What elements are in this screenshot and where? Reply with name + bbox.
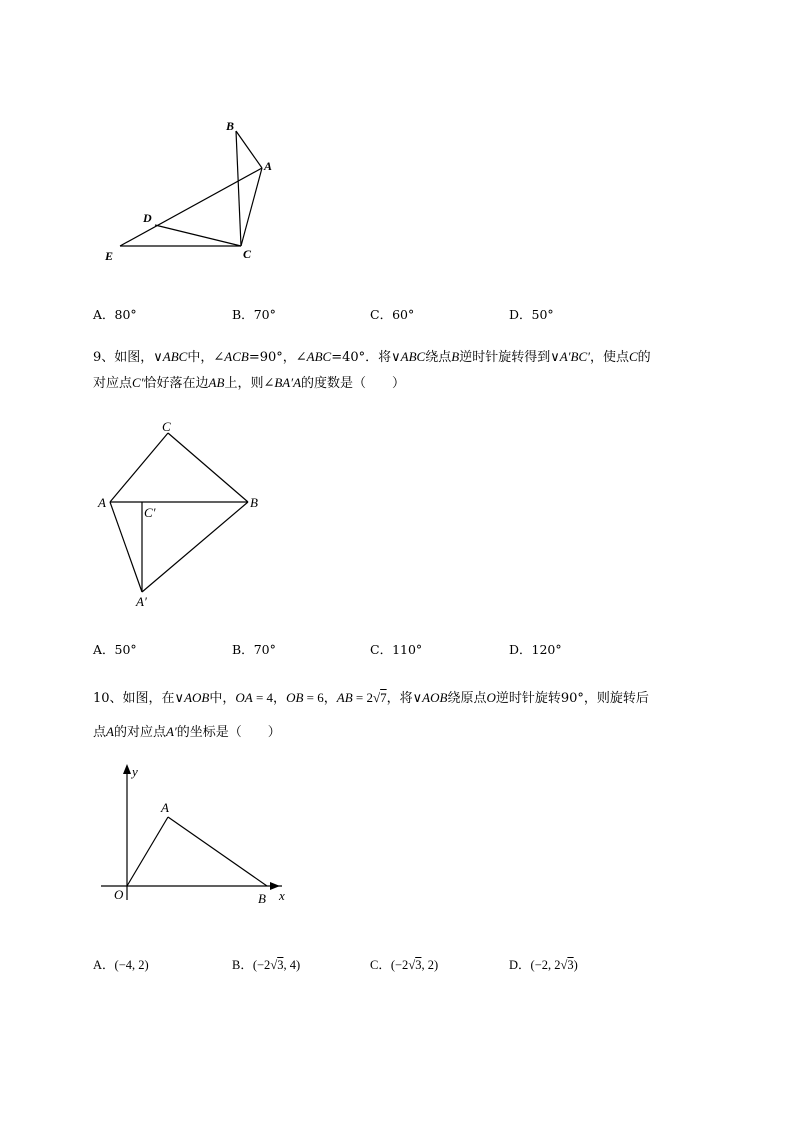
q8-option-d: D．50° bbox=[509, 307, 554, 322]
q9-label-b: B bbox=[250, 495, 258, 510]
q9-label-c: C bbox=[162, 419, 171, 434]
q8-label-b: B bbox=[226, 119, 235, 133]
q9-segment-ac bbox=[110, 433, 168, 502]
q10-label-b: B bbox=[258, 891, 266, 906]
q9-label-ap: A′ bbox=[136, 594, 147, 609]
q8-option-b: B．70° bbox=[232, 307, 276, 322]
sqrt-sign-icon: √ bbox=[408, 958, 416, 972]
q10-figure bbox=[95, 760, 295, 910]
q8-segment-bc bbox=[236, 131, 241, 246]
q10-label-o: O bbox=[114, 887, 124, 902]
q8-label-c: C bbox=[243, 247, 252, 261]
q9-option-c: C．110° bbox=[370, 642, 423, 657]
q10-label-x: x bbox=[279, 888, 285, 903]
q10-y-arrow-icon bbox=[123, 764, 131, 774]
q9-question-line2: 对应点C′恰好落在边AB上，则∠BA′A的度数是（ ） bbox=[93, 375, 406, 391]
q9-figure bbox=[95, 415, 270, 610]
sqrt-sign-icon: √ bbox=[270, 958, 278, 972]
q10-question-line1: 10、如图，在∨AOB中，OA = 4，OB = 6，AB = 2√7，将∨AOB绕原点O逆时针旋转90°，则旋转后 bbox=[93, 690, 649, 706]
q10-segment-ab bbox=[168, 817, 267, 886]
q8-label-e: E bbox=[105, 249, 114, 263]
q10-question-line2: 点A的对应点A′的坐标是（ ） bbox=[93, 724, 281, 740]
q8-figure bbox=[95, 110, 295, 270]
q8-segment-ba bbox=[236, 131, 262, 168]
q10-option-d: D．(−2, 2√3) bbox=[509, 958, 578, 972]
q9-segment-cb bbox=[168, 433, 248, 502]
q10-segment-oa bbox=[127, 817, 168, 886]
q9-label-cp: C′ bbox=[144, 505, 156, 520]
q8-option-a: A．80° bbox=[93, 307, 137, 322]
q9-question-line1: 9、如图，∨ABC中，∠ACB=90°，∠ABC=40°．将∨ABC绕点B逆时针旋转得到∨A′BC′，使点C的 bbox=[93, 349, 651, 365]
q8-option-c: C．60° bbox=[370, 307, 415, 322]
q10-option-a: A．(−4, 2) bbox=[93, 958, 149, 972]
q9-option-a: A．50° bbox=[93, 642, 137, 657]
q9-segment-apb bbox=[142, 502, 248, 592]
q9-option-b: B．70° bbox=[232, 642, 276, 657]
q10-option-b: B．(−2√3, 4) bbox=[232, 958, 301, 972]
q10-label-a: A bbox=[161, 800, 169, 815]
sqrt-sign-icon: √ bbox=[560, 958, 568, 972]
q10-label-y: y bbox=[132, 764, 138, 779]
q10-option-c: C．(−2√3, 2) bbox=[370, 958, 439, 972]
sqrt-sign-icon: √ bbox=[373, 690, 381, 705]
q9-segment-aap bbox=[110, 502, 142, 592]
q8-segment-dc bbox=[155, 225, 241, 246]
q8-segment-ac bbox=[241, 168, 262, 246]
q8-label-d: D bbox=[143, 211, 152, 225]
q9-label-a: A bbox=[98, 495, 106, 510]
q9-option-d: D．120° bbox=[509, 642, 562, 657]
q8-label-a: A bbox=[264, 159, 273, 173]
